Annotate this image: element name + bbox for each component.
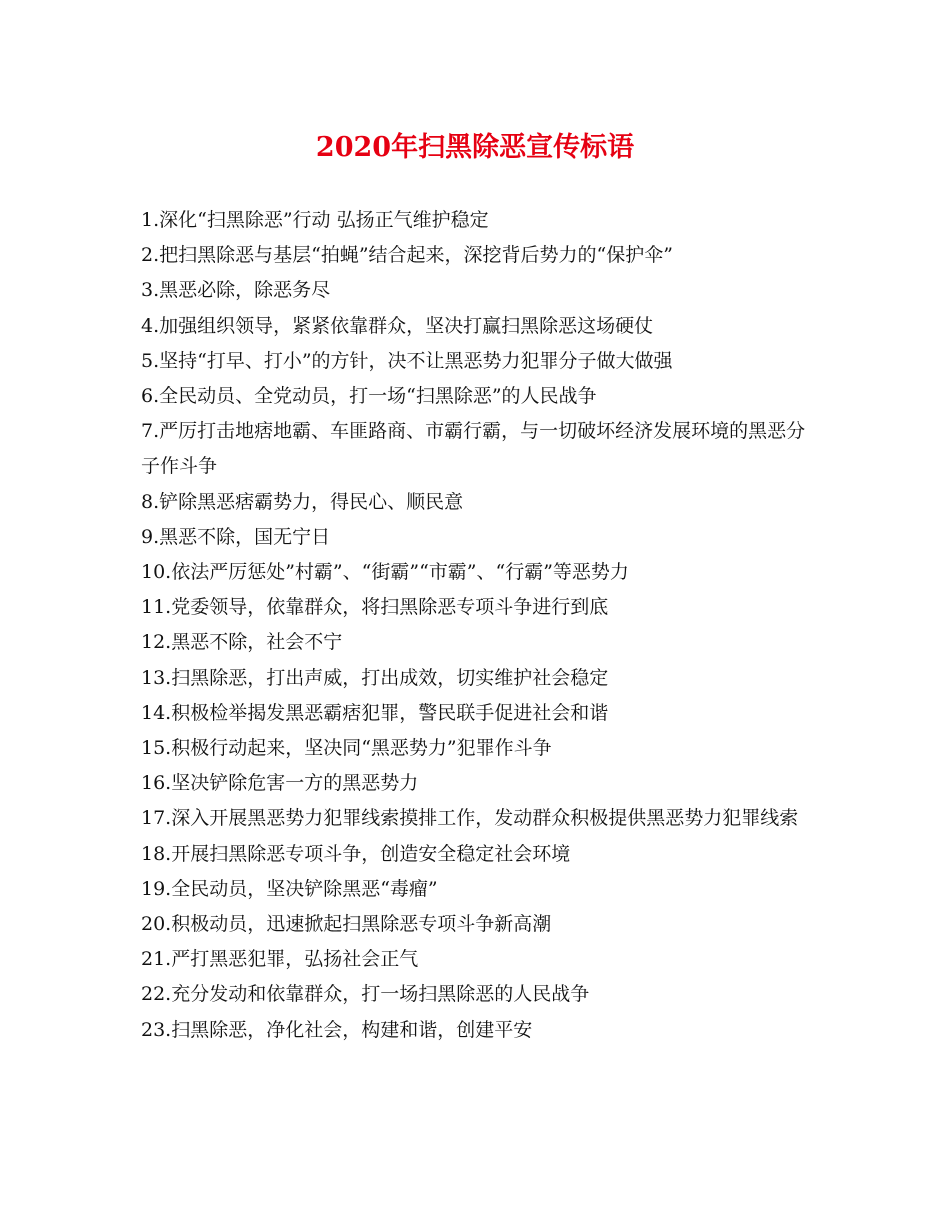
document-title: 2020年扫黑除恶宣传标语 [315, 132, 635, 163]
slogan-item: 1.深化“扫黑除恶”行动 弘扬正气维护稳定 [141, 209, 489, 231]
slogan-item: 18.开展扫黑除恶专项斗争，创造安全稳定社会环境 [141, 842, 571, 865]
slogan-item: 13.扫黑除恶，打出声威，打出成效，切实维护社会稳定 [141, 666, 609, 689]
slogan-item: 11.党委领导，依靠群众，将扫黑除恶专项斗争进行到底 [141, 596, 609, 619]
slogan-item: 12.黑恶不除，社会不宁 [141, 631, 343, 654]
slogan-item: 2.把扫黑除恶与基层“拍蝇”结合起来，深挖背后势力的“保护伞” [141, 244, 673, 267]
slogan-item: 8.铲除黑恶痞霸势力，得民心、顺民意 [141, 490, 464, 513]
slogan-item: 17.深入开展黑恶势力犯罪线索摸排工作，发动群众积极提供黑恶势力犯罪线索 [141, 807, 799, 830]
slogan-item: 10.依法严厉惩处”村霸”、“街霸”“市霸”、“行霸”等恶势力 [141, 561, 629, 584]
slogan-item: 19.全民动员，坚决铲除黑恶“毒瘤” [141, 877, 438, 900]
slogan-item: 20.积极动员，迅速掀起扫黑除恶专项斗争新高潮 [141, 913, 552, 936]
slogan-item: 23.扫黑除恶，净化社会，构建和谐，创建平安 [141, 1018, 533, 1041]
slogan-item: 4.加强组织领导，紧紧依靠群众，坚决打赢扫黑除恶这场硬仗 [141, 314, 654, 337]
slogan-item: 6.全民动员、全党动员，打一场“扫黑除恶”的人民战争 [141, 385, 597, 408]
slogan-item: 22.充分发动和依靠群众，打一场扫黑除恶的人民战争 [141, 983, 590, 1006]
slogan-item: 16.坚决铲除危害一方的黑恶势力 [141, 772, 419, 795]
slogan-item: 3.黑恶必除，除恶务尽 [141, 279, 331, 302]
slogan-item: 15.积极行动起来，坚决同“黑恶势力”犯罪作斗争 [141, 737, 552, 760]
slogan-item: 5.坚持“打早、打小”的方针，决不让黑恶势力犯罪分子做大做强 [141, 349, 673, 372]
slogan-item: 7.严厉打击地痞地霸、车匪路商、市霸行霸，与一切破坏经济发展环境的黑恶分子作斗争 [141, 420, 806, 478]
slogan-item: 21.严打黑恶犯罪，弘扬社会正气 [141, 948, 419, 971]
slogan-item: 9.黑恶不除，国无宁日 [141, 525, 331, 548]
slogan-item: 14.积极检举揭发黑恶霸痞犯罪，警民联手促进社会和谐 [141, 701, 609, 724]
slogan-list [141, 203, 821, 1048]
